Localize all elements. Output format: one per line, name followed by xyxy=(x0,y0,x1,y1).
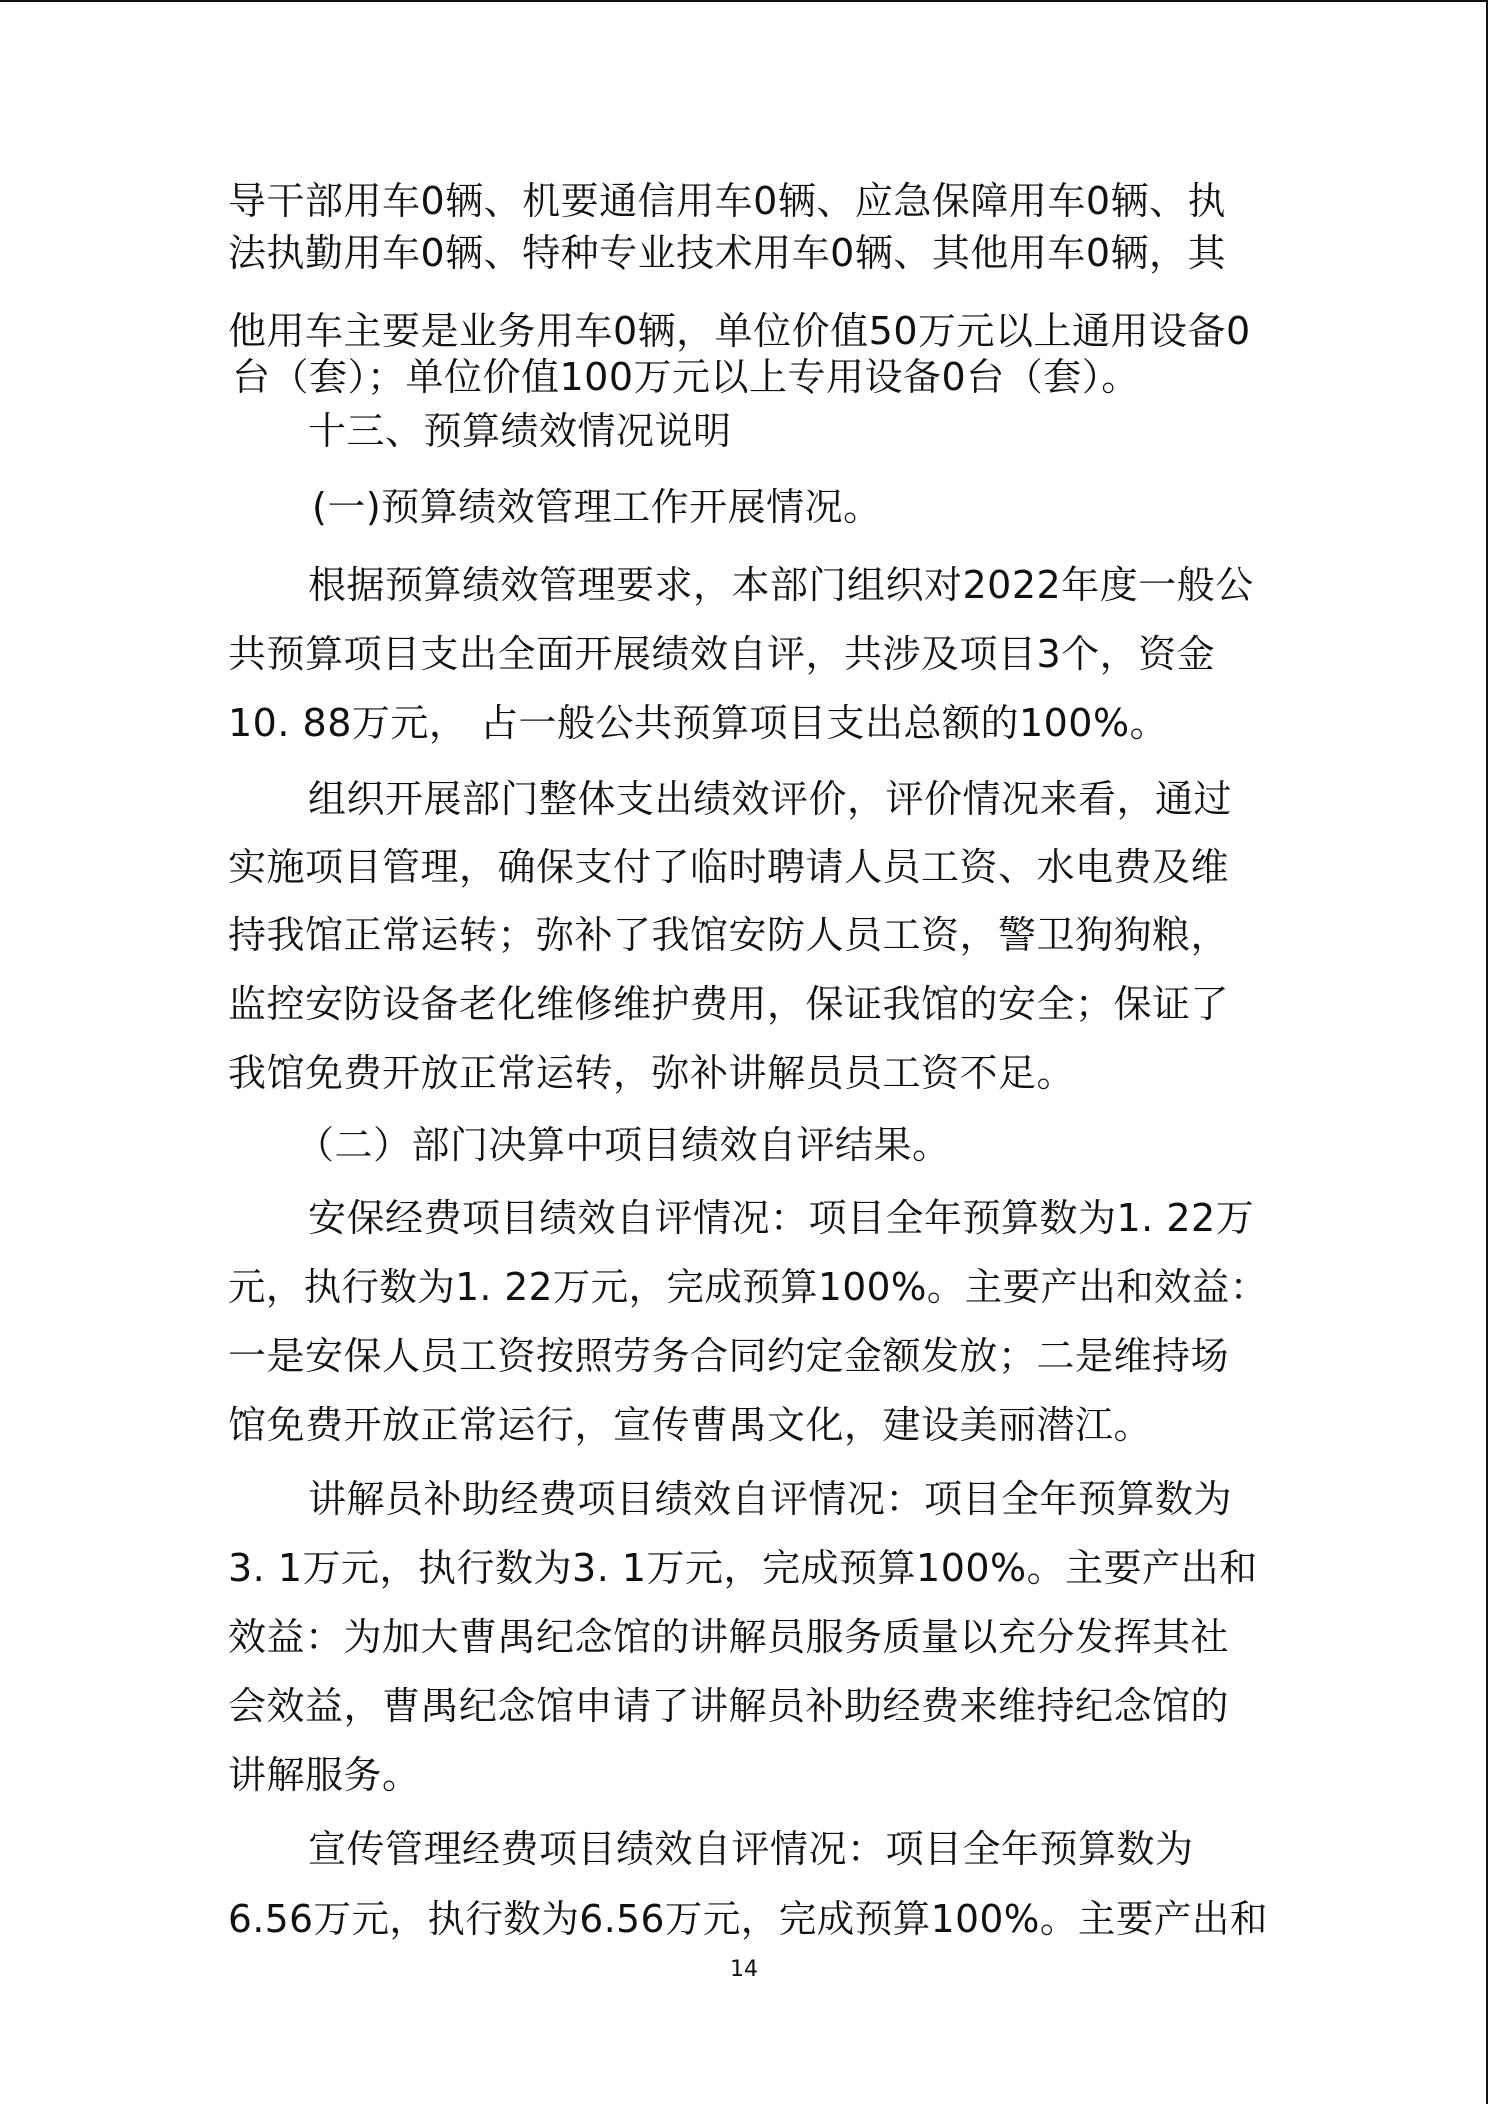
subsection-heading: (一)预算绩效管理工作开展情况。 xyxy=(312,485,882,529)
text-line: 一是安保人员工资按照劳务合同约定金额发放；二是维持场 xyxy=(228,1334,1230,1378)
text-line: 导干部用车0辆、机要通信用车0辆、应急保障用车0辆、执 xyxy=(228,179,1227,223)
text-line: 3. 1万元，执行数为3. 1万元，完成预算100%。主要产出和 xyxy=(228,1546,1258,1590)
text-line: 效益：为加大曹禺纪念馆的讲解员服务质量以充分发挥其社 xyxy=(228,1615,1230,1659)
text-line: 讲解员补助经费项目绩效自评情况：项目全年预算数为 xyxy=(308,1477,1233,1521)
text-line: 6.56万元，执行数为6.56万元，完成预算100%。主要产出和 xyxy=(228,1897,1268,1941)
subsection-heading: （二）部门决算中项目绩效自评结果。 xyxy=(296,1123,951,1167)
text-line: 元，执行数为1. 22万元，完成预算100%。主要产出和效益： xyxy=(228,1265,1268,1309)
page-number: 14 xyxy=(730,1957,758,1982)
text-line: 宣传管理经费项目绩效自评情况：项目全年预算数为 xyxy=(308,1827,1194,1871)
text-line: 他用车主要是业务用车0辆，单位价值50万元以上通用设备0 xyxy=(228,309,1251,353)
page-border-top xyxy=(0,0,1488,2)
text-line: 组织开展部门整体支出绩效评价，评价情况来看，通过 xyxy=(308,777,1233,821)
text-line: 持我馆正常运转；弥补了我馆安防人员工资，警卫狗狗粮， xyxy=(228,913,1230,957)
text-line: 我馆免费开放正常运转，弥补讲解员员工资不足。 xyxy=(228,1051,1076,1095)
text-line: 安保经费项目绩效自评情况：项目全年预算数为1. 22万 xyxy=(308,1196,1255,1240)
text-line: 法执勤用车0辆、特种专业技术用车0辆、其他用车0辆，其 xyxy=(228,231,1227,275)
text-line: 共预算项目支出全面开展绩效自评，共涉及项目3个，资金 xyxy=(228,632,1216,676)
text-line: 会效益，曹禺纪念馆申请了讲解员补助经费来维持纪念馆的 xyxy=(228,1684,1230,1728)
text-line: 实施项目管理，确保支付了临时聘请人员工资、水电费及维 xyxy=(228,845,1230,889)
section-heading: 十三、预算绩效情况说明 xyxy=(308,409,732,453)
text-line: 台（套）；单位价值100万元以上专用设备0台（套）。 xyxy=(232,355,1140,399)
text-line: 10. 88万元， 占一般公共预算项目支出总额的100%。 xyxy=(228,701,1169,745)
text-line: 监控安防设备老化维修维护费用，保证我馆的安全；保证了 xyxy=(228,982,1230,1026)
text-line: 根据预算绩效管理要求，本部门组织对2022年度一般公 xyxy=(308,563,1254,607)
text-line: 馆免费开放正常运行，宣传曹禺文化，建设美丽潜江。 xyxy=(228,1403,1153,1447)
text-line: 讲解服务。 xyxy=(228,1753,421,1797)
